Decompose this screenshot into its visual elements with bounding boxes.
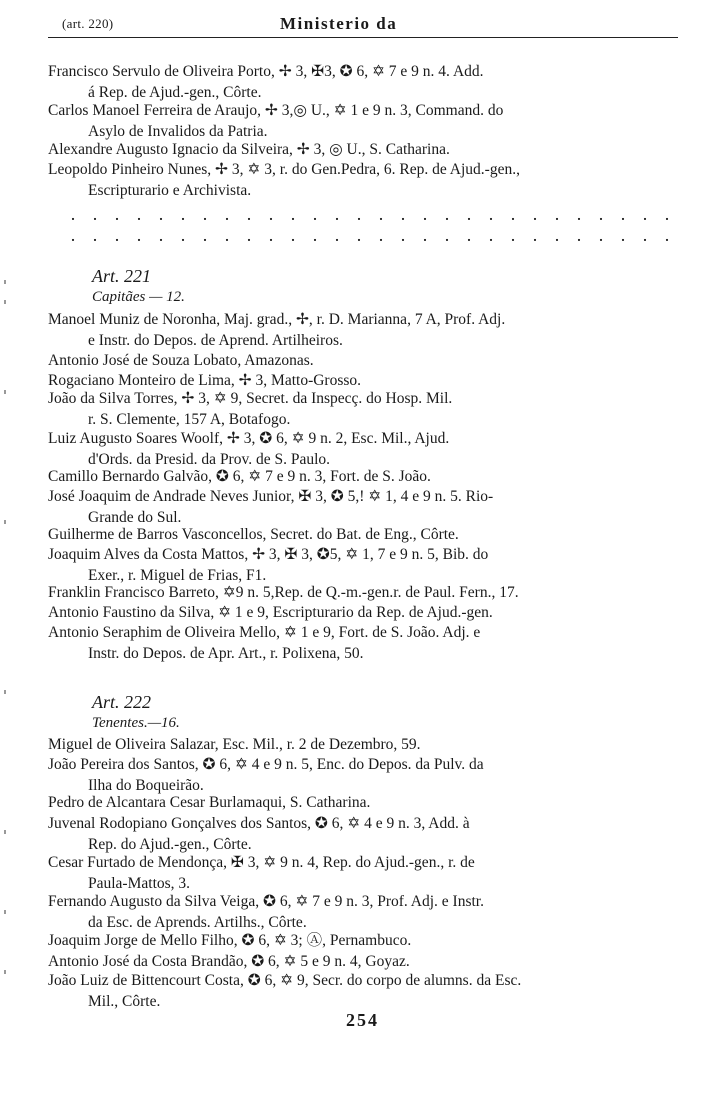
entry-line: Camillo Bernardo Galvão, ✪ 6, ✡ 7 e 9 n. 3, Fort. de S. João. — [48, 468, 431, 485]
entry-top-2 — [48, 101, 688, 143]
entry-222-2 — [48, 755, 688, 797]
entry-line: Carlos Manoel Ferreira de Araujo, ✢ 3,◎ U., ✡ 1 e 9 n. 3, Command. do — [48, 102, 504, 119]
entry-221-12 — [48, 623, 688, 665]
leader-dots-row-1: . . . . . . . . . . . . . . . . . . . . . . . . . . . . — [70, 204, 670, 224]
entry-continuation: r. S. Clemente, 157 A, Botafogo. — [88, 410, 291, 428]
entry-line: Antonio Faustino da Silva, ✡ 1 e 9, Escripturario da Rep. de Ajud.-gen. — [48, 604, 493, 621]
entry-line: Luiz Augusto Soares Woolf, ✢ 3, ✪ 6, ✡ 9 n. 2, Esc. Mil., Ajud. — [48, 430, 450, 447]
leader-dots-row-2: . . . . . . . . . . . . . . . . . . . . . . . . . . . . — [70, 225, 670, 245]
entry-221-10 — [48, 583, 688, 604]
entry-line: Joaquim Jorge de Mello Filho, ✪ 6, ✡ 3; Ⓐ, Pernambuco. — [48, 932, 412, 949]
entry-221-4 — [48, 389, 688, 431]
entry-line: Juvenal Rodopiano Gonçalves dos Santos, ✪ 6, ✡ 4 e 9 n. 3, Add. à — [48, 815, 470, 832]
entry-continuation: Rep. do Ajud.-gen., Côrte. — [88, 835, 252, 853]
article-221-heading: Art. 221 — [92, 266, 152, 286]
entry-continuation: Paula-Mattos, 3. — [88, 874, 191, 892]
entry-222-3 — [48, 793, 688, 814]
entry-line: João Luiz de Bittencourt Costa, ✪ 6, ✡ 9, Secr. do corpo de alumns. da Esc. — [48, 972, 522, 989]
entry-221-5 — [48, 429, 688, 471]
article-222-heading: Art. 222 — [92, 692, 152, 712]
entry-top-4 — [48, 160, 688, 202]
running-head-article: (art. 220) — [62, 16, 114, 31]
entry-222-9 — [48, 971, 688, 1013]
entry-221-11 — [48, 603, 688, 624]
entry-line: Franklin Francisco Barreto, ✡9 n. 5,Rep. de Q.-m.-gen.r. de Paul. Fern., 17. — [48, 584, 519, 601]
entry-line: Joaquim Alves da Costa Mattos, ✢ 3, ✠ 3, ✪5, ✡ 1, 7 e 9 n. 5, Bib. do — [48, 546, 489, 563]
entry-line: Miguel de Oliveira Salazar, Esc. Mil., r. 2 de Dezembro, 59. — [48, 736, 421, 753]
entry-222-6 — [48, 892, 688, 934]
entry-221-1 — [48, 310, 688, 352]
entry-222-8 — [48, 952, 688, 973]
entry-222-7 — [48, 931, 688, 952]
entry-continuation: Exer., r. Miguel de Frias, F1. — [88, 566, 267, 584]
entry-continuation: Asylo de Invalidos da Patria. — [88, 122, 268, 140]
entry-222-1 — [48, 735, 688, 756]
entry-line: José Joaquim de Andrade Neves Junior, ✠ 3, ✪ 5,! ✡ 1, 4 e 9 n. 5. Rio- — [48, 488, 494, 505]
entry-line: Antonio Seraphim de Oliveira Mello, ✡ 1 e 9, Fort. de S. João. Adj. e — [48, 624, 481, 641]
entry-221-2 — [48, 351, 688, 372]
entry-line: Manoel Muniz de Noronha, Maj. grad., ✢, r. D. Marianna, 7 A, Prof. Adj. — [48, 311, 506, 328]
entry-line: Francisco Servulo de Oliveira Porto, ✢ 3, ✠3, ✪ 6, ✡ 7 e 9 n. 4. Add. — [48, 63, 484, 80]
entry-line: Pedro de Alcantara Cesar Burlamaqui, S. Catharina. — [48, 794, 371, 811]
entry-line: Alexandre Augusto Ignacio da Silveira, ✢ 3, ◎ U., S. Catharina. — [48, 141, 450, 158]
entry-line: João Pereira dos Santos, ✪ 6, ✡ 4 e 9 n. 5, Enc. do Depos. da Pulv. da — [48, 756, 484, 773]
entry-221-9 — [48, 545, 688, 587]
page-number: 254 — [346, 1010, 379, 1030]
entry-continuation: Grande do Sul. — [88, 508, 182, 526]
entry-line: Cesar Furtado de Mendonça, ✠ 3, ✡ 9 n. 4, Rep. do Ajud.-gen., r. de — [48, 854, 475, 871]
entry-221-6 — [48, 467, 688, 488]
entry-221-7 — [48, 487, 688, 529]
entry-221-8 — [48, 525, 688, 546]
entry-line: João da Silva Torres, ✢ 3, ✡ 9, Secret. da Inspecç. do Hosp. Mil. — [48, 390, 453, 407]
article-221-rank: Capitães — 12. — [92, 289, 185, 305]
entry-line: Guilherme de Barros Vasconcellos, Secret. do Bat. de Eng., Côrte. — [48, 526, 459, 543]
entry-line: Antonio José de Souza Lobato, Amazonas. — [48, 352, 314, 369]
header-rule — [48, 37, 678, 38]
entry-top-1 — [48, 62, 688, 104]
entry-continuation: d'Ords. da Presid. da Prov. de S. Paulo. — [88, 450, 331, 468]
entry-line: Rogaciano Monteiro de Lima, ✢ 3, Matto-Grosso. — [48, 372, 362, 389]
entry-top-3 — [48, 140, 688, 161]
entry-222-4 — [48, 814, 688, 856]
entry-continuation: Escripturario e Archivista. — [88, 181, 252, 199]
entry-222-5 — [48, 853, 688, 895]
entry-continuation: da Esc. de Aprends. Artilhs., Côrte. — [88, 913, 307, 931]
entry-line: Antonio José da Costa Brandão, ✪ 6, ✡ 5 e 9 n. 4, Goyaz. — [48, 953, 410, 970]
entry-continuation: Ilha do Boqueirão. — [88, 776, 204, 794]
entry-line: Fernando Augusto da Silva Veiga, ✪ 6, ✡ 7 e 9 n. 3, Prof. Adj. e Instr. — [48, 893, 484, 910]
binding-margin-marks — [2, 270, 10, 990]
article-222-rank: Tenentes.—16. — [92, 715, 180, 731]
entry-line: Leopoldo Pinheiro Nunes, ✢ 3, ✡ 3, r. do Gen.Pedra, 6. Rep. de Ajud.-gen., — [48, 161, 520, 178]
entry-continuation: á Rep. de Ajud.-gen., Côrte. — [88, 83, 262, 101]
running-head-title: Ministerio da — [280, 14, 398, 33]
entry-continuation: e Instr. do Depos. de Aprend. Artilheiros. — [88, 331, 343, 349]
entry-continuation: Instr. do Depos. de Apr. Art., r. Polixena, 50. — [88, 644, 364, 662]
entry-continuation: Mil., Côrte. — [88, 992, 161, 1010]
